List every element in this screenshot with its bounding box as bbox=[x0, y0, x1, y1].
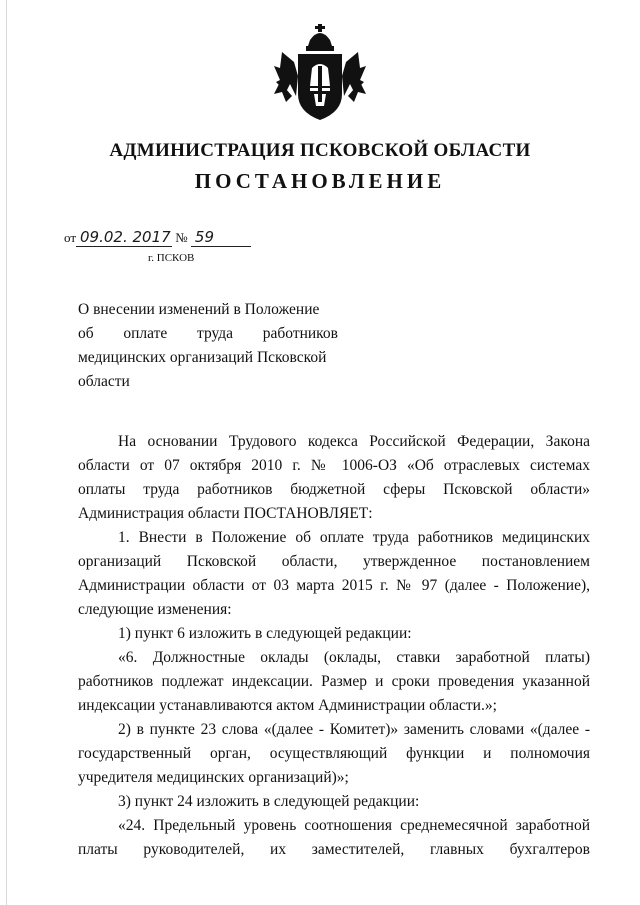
body-line: следующие изменения: bbox=[78, 601, 232, 618]
body-line: Администрация области ПОСТАНОВЛЯЕТ: bbox=[78, 505, 373, 522]
body-line: индексации устанавливаются актом Администрации области.»; bbox=[78, 697, 497, 714]
document-type: ПОСТАНОВЛЕНИЕ bbox=[194, 169, 446, 193]
body-line: 1) пункт 6 изложить в следующей редакции: bbox=[118, 625, 412, 642]
number-label: № bbox=[175, 230, 188, 245]
organization-title: АДМИНИСТРАЦИЯ ПСКОВСКОЙ ОБЛАСТИ bbox=[109, 140, 531, 161]
subject-line: О внесении изменений в Положение bbox=[78, 301, 320, 318]
body-line: «6. Должностные оклады (оклады, ставки заработной платы) bbox=[118, 649, 590, 666]
body-line: оплаты труда работников бюджетной сферы Псковской области» bbox=[78, 481, 590, 498]
body-line: 2) в пункте 23 слова «(далее - Комитет)» заменить словами «(далее - bbox=[118, 721, 590, 738]
body-line: 1. Внести в Положение об оплате труда работников медицинских bbox=[118, 529, 590, 546]
body-line: «24. Предельный уровень соотношения среднемесячной заработной bbox=[118, 817, 590, 834]
handwritten-number: 59 bbox=[191, 228, 251, 247]
body-line: На основании Трудового кодекса Российской Федерации, Закона bbox=[118, 433, 590, 450]
from-label: от bbox=[64, 230, 77, 245]
subject-line: области bbox=[78, 373, 130, 390]
subject-block bbox=[78, 298, 338, 394]
coat-of-arms-icon bbox=[272, 22, 368, 126]
body-line: Администрации области от 03 марта 2015 г. № 97 (далее - Положение), bbox=[78, 577, 590, 594]
body-line: государственный орган, осуществляющий функции и полномочия bbox=[78, 745, 590, 762]
subject-line: медицинских организаций Псковской bbox=[78, 349, 327, 366]
city-label: г. ПСКОВ bbox=[148, 252, 195, 264]
subject-line: об оплате труда работников bbox=[78, 325, 338, 342]
body-line: области от 07 октября 2010 г. № 1006-ОЗ «Об отраслевых системах bbox=[78, 457, 590, 474]
body-line: организаций Псковской области, утвержденное постановлением bbox=[78, 553, 590, 570]
body-line: учредителя медицинских организаций)»; bbox=[78, 769, 349, 786]
date-number-line bbox=[64, 228, 251, 247]
scan-edge bbox=[6, 0, 7, 905]
body-line: работников подлежат индексации. Размер и сроки проведения указанной bbox=[78, 673, 590, 690]
handwritten-date: 09.02. 2017 bbox=[76, 228, 172, 247]
body-line: платы руководителей, их заместителей, главных бухгалтеров bbox=[78, 841, 590, 858]
document-body bbox=[78, 430, 590, 862]
body-line: 3) пункт 24 изложить в следующей редакции: bbox=[118, 793, 420, 810]
